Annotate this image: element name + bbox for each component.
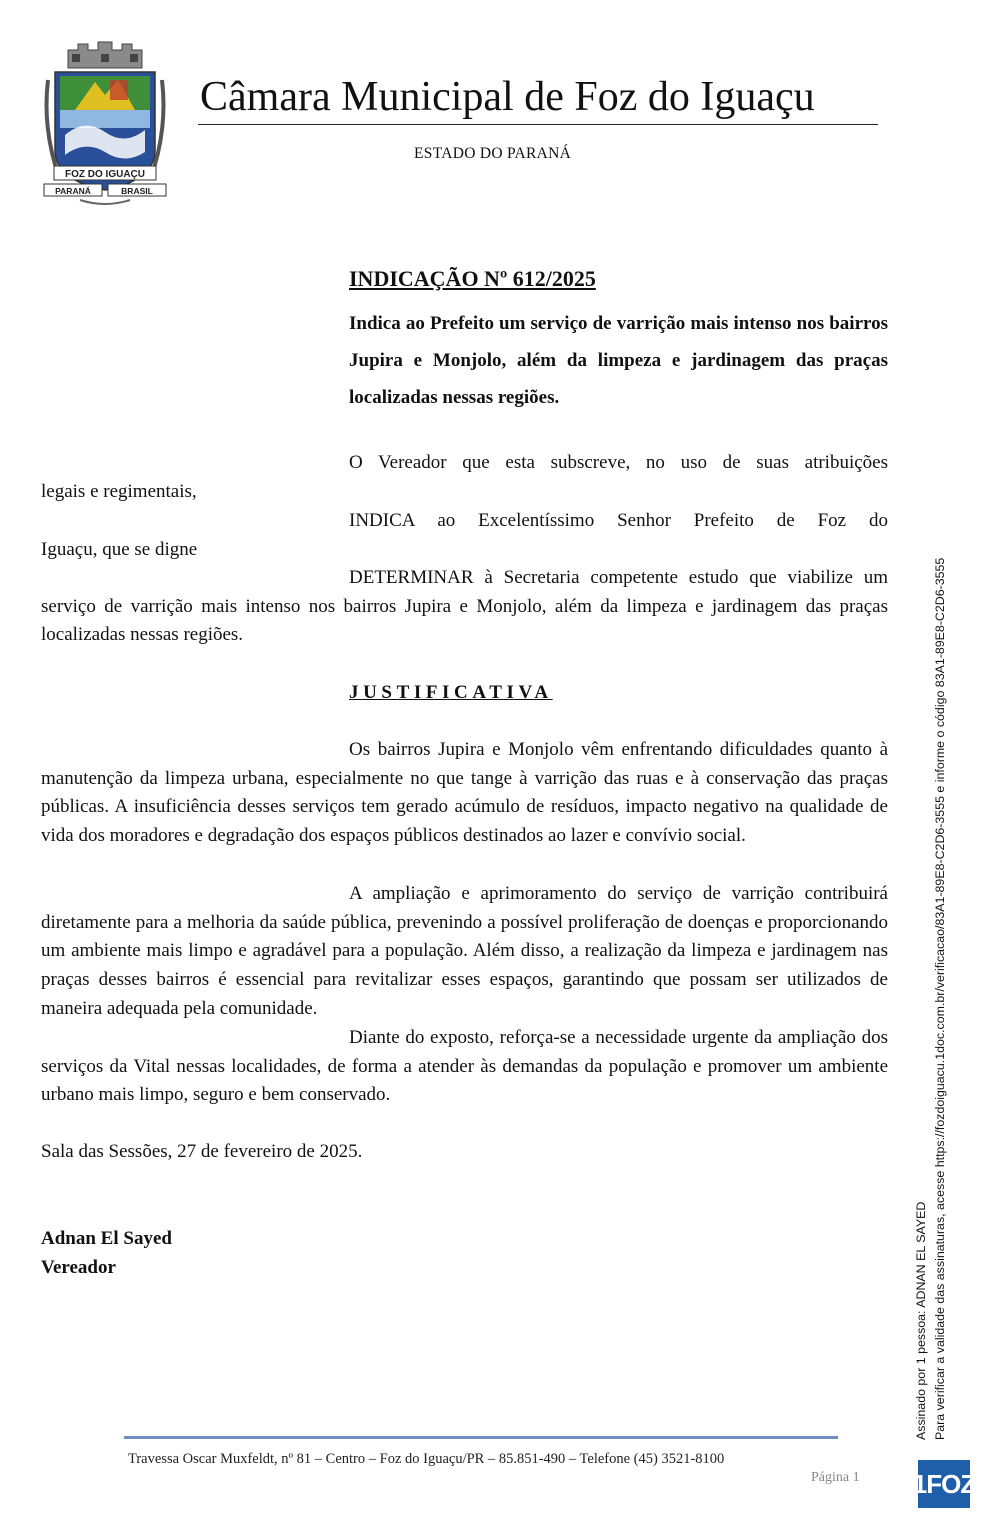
indica-paragraph <box>41 507 888 564</box>
coat-of-arms-icon <box>40 40 170 210</box>
coat-of-arms-lettering: FOZ DO IGUAÇU <box>65 169 145 180</box>
signature-stamp-verification: Para verificar a validade das assinaturas, acesse https://fozdoiguacu.1doc.com.br/verificacao/83A1-89E8-C2D6-3555 e informe o código 83A1-89E8-C2D6-3555 <box>933 557 947 1440</box>
justification-paragraph: Diante do exposto, reforça-se a necessidade urgente da ampliação dos serviços da Vital nessas localidades, de forma a atender às demandas da população e promover um ambiente urbano mais limpo, seguro e bem conservado. <box>41 1027 888 1106</box>
indica-first-line: INDICA ao Excelentíssimo Senhor Prefeito de Foz do <box>349 510 888 531</box>
intro-rest: legais e regimentais, <box>41 480 197 502</box>
header-rule <box>198 124 878 125</box>
footer-address: Travessa Oscar Muxfeldt, nº 81 – Centro – Foz do Iguaçu/PR – 85.851-490 – Telefone (45) 3521-8100 <box>128 1451 725 1467</box>
determination-paragraph: DETERMINAR à Secretaria competente estudo que viabilize um serviço de varrição mais intenso nos bairros Jupira e Monjolo, além da limpeza e jardinagem das praças localizadas nessas regiões. <box>41 567 888 646</box>
closing-line: Sala das Sessões, 27 de fevereiro de 2025. <box>41 1141 363 1162</box>
institution-name: Câmara Municipal de Foz do Iguaçu <box>200 74 815 120</box>
signature-stamp <box>912 460 956 1440</box>
document-summary: Indica ao Prefeito um serviço de varrição mais intenso nos bairros Jupira e Monjolo, além da limpeza e jardinagem das praças localizadas nessas regiões. <box>349 313 888 408</box>
justification-title: JUSTIFICATIVA <box>349 682 553 703</box>
1doc-badge-icon: 1FOZ <box>918 1460 970 1508</box>
coat-of-arms-lettering: BRASIL <box>121 186 153 196</box>
state-name: ESTADO DO PARANÁ <box>414 145 572 162</box>
page-number: Página 1 <box>811 1470 860 1485</box>
indica-rest: Iguaçu, que se digne <box>41 538 198 560</box>
signer-role: Vereador <box>41 1257 116 1278</box>
intro-paragraph <box>41 449 888 506</box>
footer-rule <box>124 1436 838 1439</box>
justification-paragraph: Os bairros Jupira e Monjolo vêm enfrentando dificuldades quanto à manutenção da limpeza urbana, especialmente no que tange à varrição das ruas e à conservação das praças públicas. A insuficiência desses serviços tem gerado acúmulo de resíduos, impacto negativo na qualidade de vida dos moradores e degradação dos espaços públicos destinados ao lazer e convívio social. <box>41 739 888 847</box>
document-title: INDICAÇÃO Nº 612/2025 <box>349 266 596 291</box>
coat-of-arms-lettering: PARANÁ <box>55 186 91 196</box>
intro-first-line: O Vereador que esta subscreve, no uso de suas atribuições <box>349 452 888 473</box>
justification-paragraph: A ampliação e aprimoramento do serviço de varrição contribuirá diretamente para a melhoria da saúde pública, prevenindo a possível proliferação de doenças e proporcionando um ambiente mais limpo e agradável para a população. Além disso, a realização da limpeza e jardinagem nas praças desses bairros é essencial para revitalizar esses espaços, garantindo que possam ser utilizados de maneira adequada pela comunidade. <box>41 883 888 1019</box>
signature-stamp-signer: Assinado por 1 pessoa: ADNAN EL SAYED <box>914 1201 928 1440</box>
signer-name: Adnan El Sayed <box>41 1228 172 1249</box>
